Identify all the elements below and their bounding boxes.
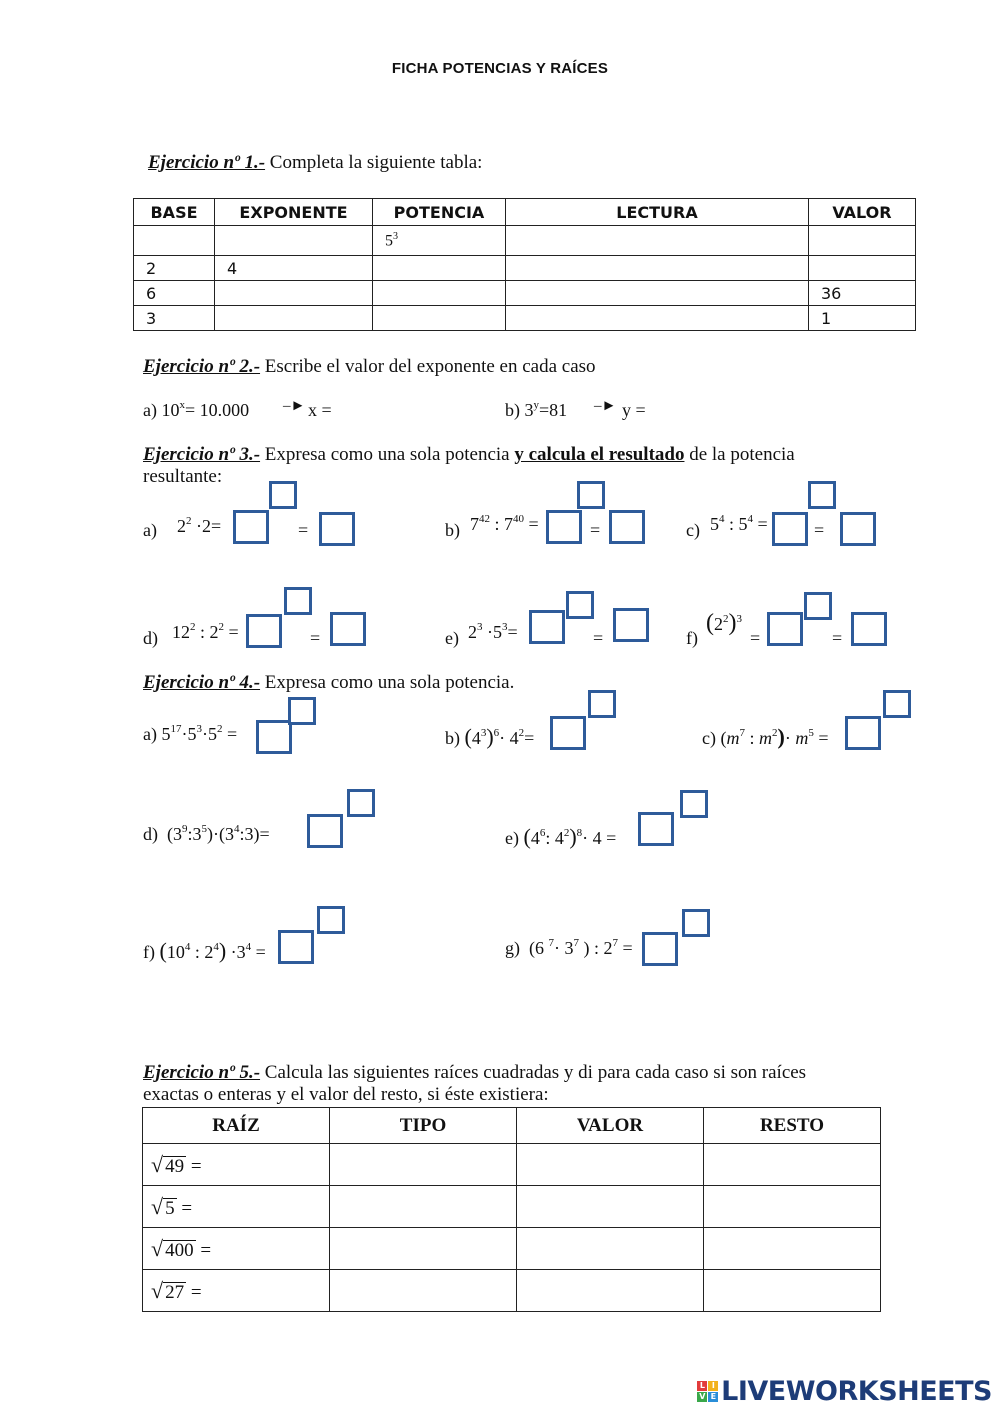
ex1-text: Completa la siguiente tabla: [265, 152, 483, 173]
result-box[interactable] [613, 608, 649, 642]
result-box[interactable] [330, 612, 366, 646]
ex1-col-potencia: POTENCIA [373, 199, 506, 226]
root-cell: √ 5 = [143, 1186, 330, 1228]
ex2-heading [143, 356, 596, 378]
exponent-box[interactable] [680, 790, 708, 818]
result-box[interactable] [319, 512, 355, 546]
ex3-item-b-label: b) [445, 520, 460, 540]
ex1-table [133, 198, 916, 331]
ex2-b: b) $3^y=81$ [505, 399, 568, 420]
ex3-item-e-label: e) [445, 628, 459, 648]
exponent-box[interactable] [577, 481, 605, 509]
cell-input[interactable] [215, 306, 373, 331]
answer-box[interactable] [307, 814, 343, 848]
cell-input[interactable] [215, 226, 373, 256]
root-cell: √ 27 = [143, 1270, 330, 1312]
ex3-item-f-label: f) [686, 628, 698, 648]
ex1-heading [148, 152, 482, 174]
cell-input[interactable] [704, 1228, 881, 1270]
cell-input[interactable] [704, 1144, 881, 1186]
cell-input[interactable] [517, 1144, 704, 1186]
equals-sign: = [750, 628, 761, 648]
ex5-label: Ejercicio nº 5.- [143, 1062, 261, 1083]
ex2-a: a) $10^x= 10.000$ [143, 399, 250, 420]
answer-box[interactable] [529, 610, 565, 644]
exponent-box[interactable] [347, 789, 375, 817]
ex3-item-d-expr: $12^2$ : $2^2$ = [172, 621, 239, 642]
ex3-item-d-label: d) [143, 628, 158, 648]
result-box[interactable] [840, 512, 876, 546]
ex3-item-a-label: a) [143, 520, 157, 540]
answer-box[interactable] [256, 720, 292, 754]
answer-box[interactable] [845, 716, 881, 750]
equals-sign: = [593, 628, 604, 648]
answer-box[interactable] [642, 932, 678, 966]
ex5-col-tipo: TIPO [330, 1108, 517, 1144]
answer-box[interactable] [767, 612, 803, 646]
exponent-box[interactable] [808, 481, 836, 509]
ex4-item-e: e) ($4^6$: $4^2)^8\cdot 4$ = [505, 824, 617, 849]
cell-value: 36 [809, 281, 916, 306]
table-row [134, 226, 916, 256]
ex5-col-raiz: RAÍZ [143, 1108, 330, 1144]
exponent-box[interactable] [317, 906, 345, 934]
ex2-b-result[interactable]: y = [622, 400, 646, 420]
cell-value: 2 [134, 256, 215, 281]
liveworksheets-logo [697, 1376, 992, 1407]
arrow-right-icon: ‒► [594, 398, 617, 414]
root-cell: √ 49 = [143, 1144, 330, 1186]
logo-text: LIVEWORKSHEETS [721, 1376, 992, 1407]
ex3-item-a-expr: $2^2 \cdot 2=$ [177, 515, 222, 536]
cell-input[interactable] [506, 306, 809, 331]
cell-input[interactable] [809, 256, 916, 281]
ex3-item-b-expr: $7^{42}$ : $7^{40}$ = [470, 513, 539, 534]
ex4-item-f: f) ($10^4$ : $2^4) \cdot 3^4$ = [143, 938, 266, 963]
result-box[interactable] [851, 612, 887, 646]
ex3-item-e-expr: $2^3 \cdot 5^3=$ [468, 621, 518, 642]
cell-input[interactable] [134, 226, 215, 256]
ex5-table [142, 1107, 881, 1312]
equals-sign: = [832, 628, 843, 648]
page-title: FICHA POTENCIAS Y RAÍCES [391, 60, 609, 77]
cell-value: 1 [809, 306, 916, 331]
cell-input[interactable] [373, 306, 506, 331]
equals-sign: = [590, 520, 601, 540]
table-row [143, 1186, 881, 1228]
cell-input[interactable] [704, 1186, 881, 1228]
answer-box[interactable] [546, 510, 582, 544]
equals-sign: = [814, 520, 825, 540]
answer-box[interactable] [246, 614, 282, 648]
answer-box[interactable] [638, 812, 674, 846]
ex4-label: Ejercicio nº 4.- [143, 672, 261, 693]
ex2-label: Ejercicio nº 2.- [143, 356, 261, 377]
cell-value: 3 [134, 306, 215, 331]
logo-mark-icon: L I V E [697, 1381, 718, 1402]
cell-input[interactable] [704, 1270, 881, 1312]
equals-sign: = [298, 520, 309, 540]
table-row [143, 1228, 881, 1270]
result-box[interactable] [609, 510, 645, 544]
cell-input[interactable] [506, 226, 809, 256]
table-row [134, 281, 916, 306]
table-row [134, 256, 916, 281]
cell-value: 4 [215, 256, 373, 281]
cell-input[interactable] [517, 1270, 704, 1312]
cell-potencia-given: $5^3$ [373, 226, 506, 256]
ex1-col-valor: VALOR [809, 199, 916, 226]
cell-input[interactable] [809, 226, 916, 256]
root-cell: √ 400 = [143, 1228, 330, 1270]
equals-sign: = [310, 628, 321, 648]
ex1-header-row [134, 199, 916, 226]
ex2-a-result[interactable]: x = [308, 400, 332, 420]
ex3-bold-text: y calcula el resultado [514, 444, 685, 465]
cell-input[interactable] [330, 1270, 517, 1312]
ex1-label: Ejercicio nº 1.- [148, 152, 266, 173]
ex3-item-c-expr: $5^4$ : $5^4$ = [710, 513, 768, 534]
ex4-item-c: c) ($m^7$ : $m^2)\cdot m^5$ = [702, 724, 829, 749]
ex5-header-row [143, 1108, 881, 1144]
cell-input[interactable] [330, 1144, 517, 1186]
cell-value: 6 [134, 281, 215, 306]
exponent-box[interactable] [269, 481, 297, 509]
cell-input[interactable] [506, 281, 809, 306]
answer-box[interactable] [772, 512, 808, 546]
ex5-col-valor: VALOR [517, 1108, 704, 1144]
cell-input[interactable] [506, 256, 809, 281]
ex4-text: Expresa como una sola potencia. [260, 672, 515, 693]
ex2-text: Escribe el valor del exponente en cada caso [260, 356, 596, 377]
arrow-right-icon: ‒► [283, 398, 306, 414]
exponent-box[interactable] [566, 591, 594, 619]
ex1-col-lectura: LECTURA [506, 199, 809, 226]
table-row [143, 1270, 881, 1312]
answer-box[interactable] [233, 510, 269, 544]
exponent-box[interactable] [588, 690, 616, 718]
cell-input[interactable] [215, 281, 373, 306]
ex5-heading: Ejercicio nº 5.- Calcula las siguientes raíces cuadradas y di para cada caso si son raíces exactas o enteras y el valor del resto, si éste existiera: [143, 1062, 807, 1105]
ex3-item-c-label: c) [686, 520, 700, 540]
ex4-item-a: a) $5^{17}\cdot 5^3\cdot 5^2$ = [143, 723, 238, 744]
ex5-col-resto: RESTO [704, 1108, 881, 1144]
cell-input[interactable] [373, 256, 506, 281]
table-row [134, 306, 916, 331]
cell-input[interactable] [517, 1228, 704, 1270]
exponent-box[interactable] [682, 909, 710, 937]
ex3-label: Ejercicio nº 3.- [143, 444, 261, 465]
exponent-box[interactable] [288, 697, 316, 725]
cell-input[interactable] [330, 1228, 517, 1270]
ex1-col-base: BASE [134, 199, 215, 226]
answer-box[interactable] [278, 930, 314, 964]
cell-input[interactable] [517, 1186, 704, 1228]
ex4-item-d: d) $(3^9:3^5)\cdot(3^4:3)=$ [143, 823, 270, 844]
exponent-box[interactable] [804, 592, 832, 620]
ex4-heading [143, 672, 514, 694]
cell-input[interactable] [373, 281, 506, 306]
exponent-box[interactable] [284, 587, 312, 615]
exponent-box[interactable] [883, 690, 911, 718]
answer-box[interactable] [550, 716, 586, 750]
cell-input[interactable] [330, 1186, 517, 1228]
ex4-item-g: g) (6 $^7\cdot 3^7$ ) : $2^7$ = [505, 937, 633, 958]
ex3-heading: Ejercicio nº 3.- Expresa como una sola potencia y calcula el resultado de la potencia resultante: [143, 444, 795, 487]
ex4-item-b: b) $(4^3)^6\cdot 4^2=$ [445, 724, 535, 749]
ex1-col-exponente: EXPONENTE [215, 199, 373, 226]
table-row [143, 1144, 881, 1186]
ex3-item-f-expr: $(2^2)^3$ [706, 610, 742, 636]
